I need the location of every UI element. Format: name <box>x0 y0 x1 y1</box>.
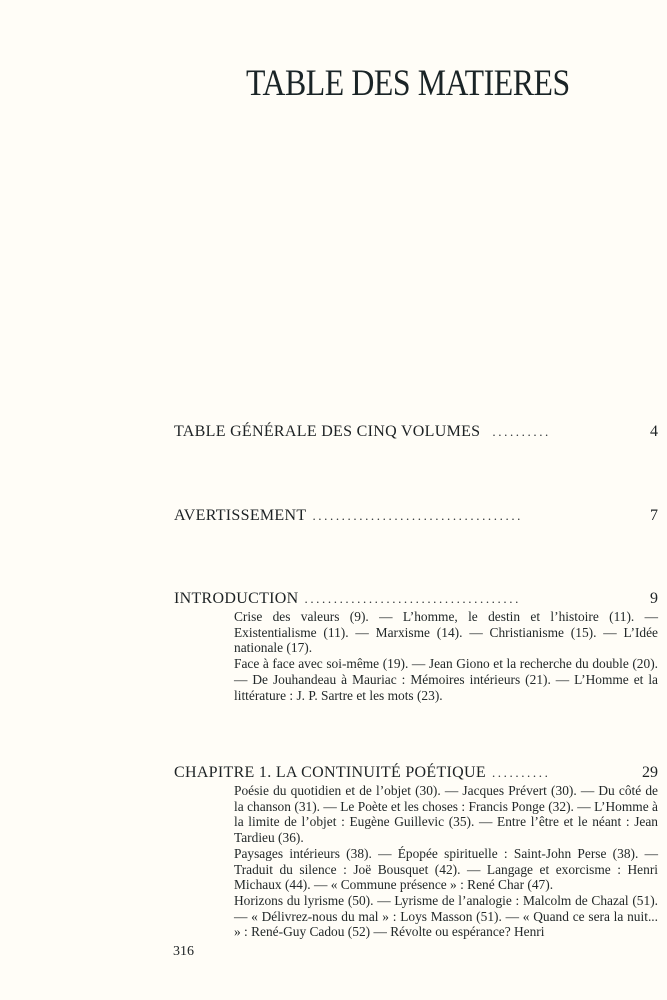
toc-entry-summary <box>234 783 658 940</box>
toc-entry-heading[interactable] <box>174 763 658 783</box>
summary-paragraph: Crise des valeurs (9). — L’homme, le destin et l’histoire (11). — Existentialisme (11). — Marxisme (14). — Christianisme (15). — L’Idée nationale (17). <box>234 609 658 656</box>
toc-entry-label: INTRODUCTION <box>174 590 299 607</box>
summary-paragraph: Poésie du quotidien et de l’objet (30). — Jacques Prévert (30). — Du côté de la chanson (31). — Le Poète et les choses : Francis Ponge (32). — L’Homme à la limite de l’objet : Eugène Guillevic (35). — Entre l’être et le néant : Jean Tardieu (36). <box>234 783 658 846</box>
toc-entry-table-generale[interactable] <box>174 422 658 442</box>
toc-entry-avertissement[interactable] <box>174 506 658 526</box>
toc-entry-heading[interactable] <box>174 506 658 526</box>
page-title: TABLE DES MATIERES <box>246 63 570 104</box>
summary-paragraph: Paysages intérieurs (38). — Épopée spirituelle : Saint-John Perse (38). — Traduit du silence : Joë Bousquet (42). — Langage et exorcisme : Henri Michaux (44). — « Commune présence » : René Char (47). <box>234 845 658 893</box>
toc-entry-label: TABLE GÉNÉRALE DES CINQ VOLUMES <box>174 423 481 440</box>
toc-page-number: 29 <box>642 764 658 781</box>
toc-entry-chapitre-1[interactable] <box>174 763 658 940</box>
summary-paragraph: Face à face avec soi-même (19). — Jean Giono et la recherche du double (20). — De Jouhandeau à Mauriac : Mémoires intérieurs (21). — L’Homme et la littérature : J. P. Sartre et les mots (23). <box>234 656 658 703</box>
toc-entry-label: AVERTISSEMENT <box>174 507 307 524</box>
toc-page-number: 4 <box>650 423 658 440</box>
toc-entry-heading[interactable] <box>174 422 658 442</box>
toc-entry-summary <box>234 609 658 703</box>
toc-entry-heading[interactable] <box>174 589 658 609</box>
summary-paragraph: Horizons du lyrisme (50). — Lyrisme de l’analogie : Malcolm de Chazal (51). — « Délivrez-nous du mal » : Loys Masson (51). — « Quand ce sera la nuit... » : René-Guy Cadou (52) — Révolte ou espérance? Henri <box>234 892 658 940</box>
toc-page-number: 7 <box>650 507 658 524</box>
leader-dots: .................................... <box>312 508 524 523</box>
toc-page-number: 9 <box>650 590 658 607</box>
page-number-folio: 316 <box>173 944 194 959</box>
leader-dots: .......... <box>492 424 551 439</box>
leader-dots: ..................................... <box>304 591 521 606</box>
leader-dots: .......... <box>491 765 551 780</box>
toc-entry-label: CHAPITRE 1. LA CONTINUITÉ POÉTIQUE <box>174 764 486 781</box>
toc-entry-introduction[interactable] <box>174 589 658 703</box>
